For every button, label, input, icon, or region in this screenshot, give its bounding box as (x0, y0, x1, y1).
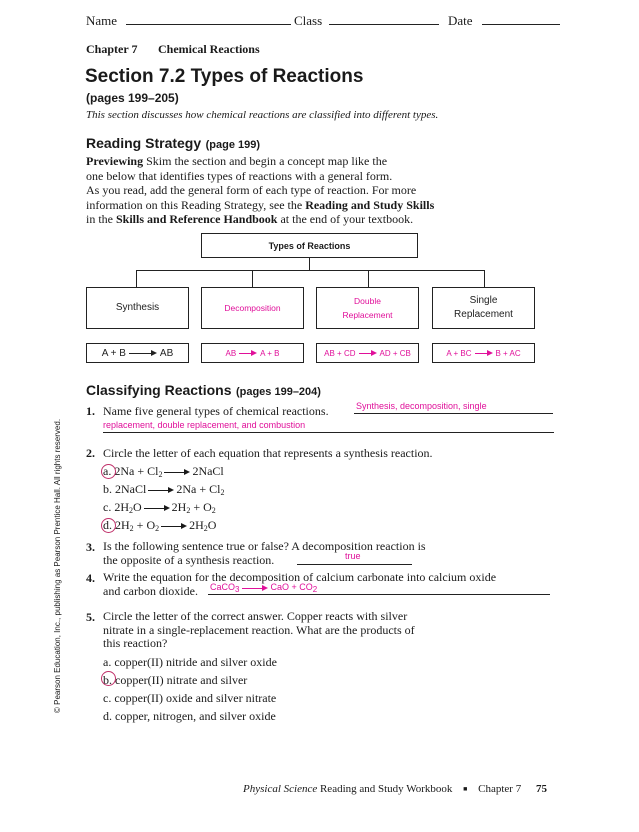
q4-number: 4. (86, 571, 95, 585)
q4-answer: CaCO$_3$ CaO + $CO_2$ (210, 582, 318, 594)
q5-circle-b (101, 671, 116, 686)
q5-option[interactable]: d. copper, nitrogen, and silver oxide (103, 709, 276, 723)
connector-drop-2 (252, 270, 253, 287)
reaction-type-box: Single Replacement (432, 287, 535, 329)
q3-number: 3. (86, 540, 95, 554)
general-form-box: A + B AB (86, 343, 189, 363)
footer: Physical Science Reading and Study Workbook ■ Chapter 7 75 (243, 783, 547, 795)
q4-answer-line[interactable] (208, 582, 550, 595)
general-form-box: AB + CD AD + CB (316, 343, 419, 363)
concept-map-top-box: Types of Reactions (201, 233, 418, 258)
date-field (448, 13, 560, 29)
connector-vertical (309, 258, 310, 270)
q5-option[interactable]: a. copper(II) nitride and silver oxide (103, 655, 277, 669)
class-field (294, 13, 439, 29)
copyright-sidebar: © Pearson Education, Inc., publishing as Pearson Prentice Hall. All rights reserved. (53, 418, 62, 713)
q2-number: 2. (86, 446, 95, 460)
q5-number: 5. (86, 610, 95, 624)
q1-answer-2: replacement, double replacement, and combustion (103, 420, 306, 430)
q4-text: Write the equation for the decomposition of calcium carbonate into calcium oxide and carbon dioxide. (103, 570, 497, 598)
reading-strategy-text: Previewing Skim the section and begin a concept map like the one below that identifies types of reactions with a general form. As you read, add the general form of each type of reaction. For more information on this Reading Strategy, see the Reading and Study Skills in the Skills and Reference Handbook at the end of your textbook. (86, 154, 435, 226)
arrow-icon (129, 350, 157, 356)
arrow-icon (161, 523, 187, 529)
arrow-icon (475, 350, 493, 356)
q3-answer-line[interactable] (297, 551, 412, 565)
connector-horizontal (136, 270, 485, 271)
chapter-label: Chapter 7 (86, 42, 138, 56)
general-form-box: A + BC B + AC (432, 343, 535, 363)
chapter-title: Chemical Reactions (158, 42, 260, 56)
q1-number: 1. (86, 404, 95, 418)
q2-text: Circle the letter of each equation that represents a synthesis reaction. (103, 446, 433, 460)
reaction-type-box: Decomposition (201, 287, 304, 329)
class-blank[interactable] (329, 24, 439, 25)
class-label: Class (294, 13, 323, 28)
section-intro: This section discusses how chemical reactions are classified into different types. (86, 109, 439, 121)
name-blank[interactable] (126, 24, 291, 25)
q2-option[interactable]: b. 2NaCl $2Na + Cl_2$ (103, 482, 225, 497)
q2-option[interactable]: a. $2Na + Cl_2$ 2NaCl (103, 464, 224, 479)
section-title: Section 7.2 Types of Reactions (85, 66, 364, 87)
q1-answer-1: Synthesis, decomposition, single (356, 401, 487, 411)
arrow-icon (144, 505, 170, 511)
reaction-type-box: Synthesis (86, 287, 189, 329)
general-form-box: AB A + B (201, 343, 304, 363)
connector-drop-3 (368, 270, 369, 287)
q3-answer: true (345, 551, 361, 561)
q5-option[interactable]: b. copper(II) nitrate and silver (103, 673, 248, 687)
connector-drop-4 (484, 270, 485, 287)
reaction-type-box: Double Replacement (316, 287, 419, 329)
q2-option[interactable]: c. $2H_2O$ $2H_2 + O_2$ (103, 500, 216, 515)
connector-drop-1 (136, 270, 137, 287)
q3-text: Is the following sentence true or false? A decomposition reaction is the opposite of a synthesis reaction. (103, 539, 426, 567)
q2-circle-a (101, 464, 116, 479)
section-pages: (pages 199–205) (86, 91, 179, 105)
name-field (86, 13, 291, 29)
date-blank[interactable] (482, 24, 560, 25)
q4-arrow-icon (242, 585, 268, 591)
reading-strategy-heading: Reading Strategy (page 199) (86, 135, 261, 151)
arrow-icon (239, 350, 257, 356)
footer-bullet-icon: ■ (463, 785, 468, 793)
q1-answer-line-1[interactable] (354, 400, 553, 414)
arrow-icon (359, 350, 377, 356)
q1-text: Name five general types of chemical reactions. (103, 404, 329, 418)
arrow-icon (148, 487, 174, 493)
q1-answer-line-2[interactable] (103, 420, 554, 433)
classifying-heading: Classifying Reactions (pages 199–204) (86, 382, 321, 398)
q5-option[interactable]: c. copper(II) oxide and silver nitrate (103, 691, 277, 705)
date-label: Date (448, 13, 473, 28)
name-label: Name (86, 13, 118, 28)
q2-option[interactable]: d. $2H_2 + O_2$ $2H_2O$ (103, 518, 217, 533)
q2-circle-d (101, 518, 116, 533)
q5-text: Circle the letter of the correct answer. Copper reacts with silver nitrate in a single-replacement reaction. What are the products of this reaction? (103, 609, 415, 650)
arrow-icon (164, 469, 190, 475)
